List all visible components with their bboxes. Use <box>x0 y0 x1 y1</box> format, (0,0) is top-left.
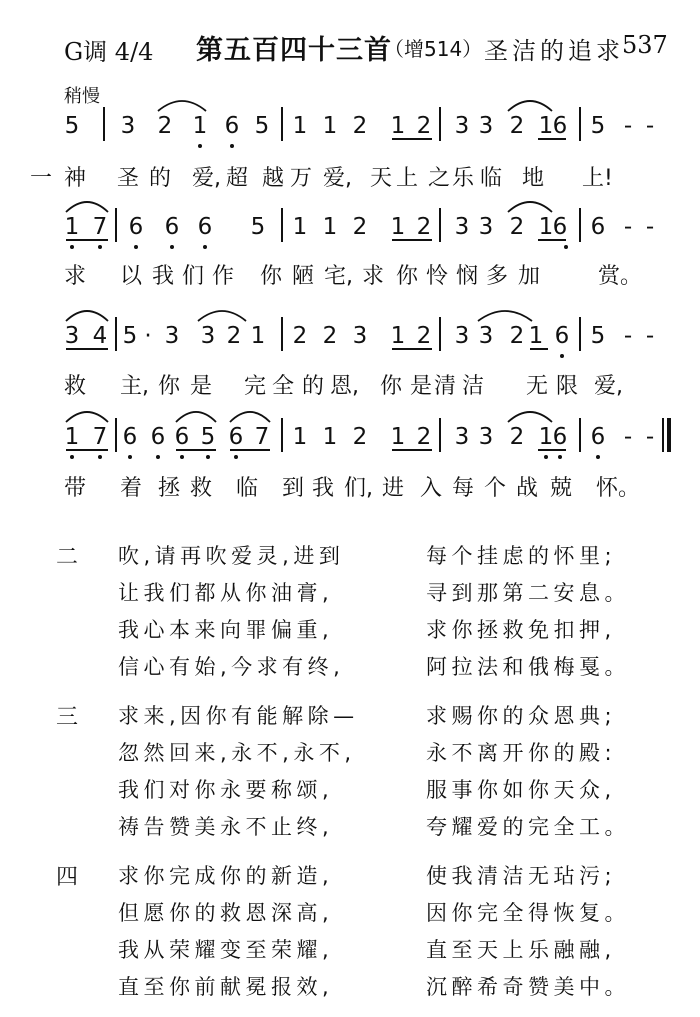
note-1-7: 1 <box>322 214 338 240</box>
lyric-3-11: 个 <box>484 476 507 501</box>
note-2-2: 5 <box>122 323 138 349</box>
note-0-4: 6 <box>224 113 240 139</box>
verse-line-first-half: 求你完成你的新造, <box>118 864 334 888</box>
note-1-1: 7 <box>92 214 108 240</box>
note-3-12: 2 <box>416 424 432 450</box>
note-3-20: - <box>645 424 655 450</box>
verse-line-first-half: 让我们都从你油膏, <box>118 581 334 605</box>
lyric-3-10: 每 <box>452 476 475 501</box>
lyric-0-15: 上! <box>582 166 613 191</box>
lyric-1-11: 悯 <box>456 264 479 289</box>
note-0-11: 3 <box>454 113 470 139</box>
low-octave-dot <box>134 245 138 249</box>
verse-line-second-half: 因你完全得恢复。 <box>426 901 630 925</box>
lyric-0-3: 的 <box>149 166 172 191</box>
note-0-17: - <box>623 113 633 139</box>
verse-number: 三 <box>56 705 79 730</box>
lyric-2-11: 洁 <box>462 374 485 399</box>
verse-line-second-half: 沉醉希奇赞美中。 <box>426 975 630 999</box>
lyric-0-8: 爱, <box>323 166 352 191</box>
verse-line-first-half: 我心本来向罪偏重, <box>118 618 334 642</box>
lyric-3-6: 我 <box>312 476 335 501</box>
note-2-6: 2 <box>226 323 242 349</box>
verse-line-second-half: 永不离开你的殿: <box>426 741 617 765</box>
low-octave-dot <box>203 245 207 249</box>
low-octave-dot <box>558 455 562 459</box>
lyric-1-4: 作 <box>212 264 235 289</box>
note-2-16: 1 <box>528 323 544 349</box>
lyric-3-7: 们, <box>344 476 373 501</box>
note-0-15: 6 <box>552 113 568 139</box>
lyric-3-0: 带 <box>64 476 87 501</box>
lyric-2-7: 恩, <box>330 374 359 399</box>
note-2-1: 4 <box>92 323 108 349</box>
note-0-1: 3 <box>120 113 136 139</box>
page-number: 537 <box>622 31 668 59</box>
low-octave-dot <box>156 455 160 459</box>
note-0-5: 5 <box>254 113 270 139</box>
lyric-3-2: 拯 <box>158 476 181 501</box>
note-1-3: 6 <box>164 214 180 240</box>
lyric-1-14: 赏。 <box>598 264 643 289</box>
lyric-2-3: 是 <box>190 374 213 399</box>
note-3-17: 6 <box>552 424 568 450</box>
verse-number: 四 <box>56 865 79 890</box>
note-1-6: 1 <box>292 214 308 240</box>
note-2-10: 3 <box>352 323 368 349</box>
low-octave-dot <box>70 245 74 249</box>
note-0-16: 5 <box>590 113 606 139</box>
lyric-3-1: 着 <box>120 476 143 501</box>
note-2-5: 3 <box>200 323 216 349</box>
lyric-2-14: 爱, <box>594 374 623 399</box>
tempo-marking: 稍慢 <box>64 86 100 107</box>
lyric-3-5: 到 <box>282 476 305 501</box>
lyric-1-10: 怜 <box>426 264 449 289</box>
lyric-0-14: 地 <box>522 166 545 191</box>
lyric-0-10: 上 <box>396 166 419 191</box>
lyric-3-3: 救 <box>190 476 213 501</box>
slur-arc <box>176 412 216 422</box>
note-1-15: 6 <box>552 214 568 240</box>
low-octave-dot <box>180 455 184 459</box>
lyric-1-12: 多 <box>486 264 509 289</box>
note-2-9: 2 <box>322 323 338 349</box>
verse-line-first-half: 信心有始,今求有终, <box>118 655 345 679</box>
verse-line-second-half: 每个挂虑的怀里; <box>426 544 617 568</box>
verse-line-second-half: 直至天上乐融融, <box>426 938 616 962</box>
note-3-2: 6 <box>122 424 138 450</box>
lyric-1-8: 求 <box>362 264 385 289</box>
low-octave-dot <box>128 455 132 459</box>
note-2-12: 2 <box>416 323 432 349</box>
low-octave-dot <box>564 245 568 249</box>
note-2-8: 2 <box>292 323 308 349</box>
note-1-8: 2 <box>352 214 368 240</box>
slur-arc <box>508 412 552 422</box>
slur-arc <box>478 311 532 321</box>
lyric-2-2: 你 <box>158 374 181 399</box>
lyric-1-13: 加 <box>518 264 541 289</box>
lyric-0-5: 超 <box>226 166 249 191</box>
note-1-14: 1 <box>538 214 554 240</box>
slur-arc <box>508 202 552 212</box>
hymn-number-title: 第五百四十三首 <box>196 35 392 66</box>
note-0-3: 1 <box>192 113 208 139</box>
note-1-4: 6 <box>197 214 213 240</box>
note-3-16: 1 <box>538 424 554 450</box>
verse-line-first-half: 求来,因你有能解除— <box>118 704 359 728</box>
low-octave-dot <box>70 455 74 459</box>
low-octave-dot <box>230 144 234 148</box>
low-octave-dot <box>544 455 548 459</box>
verse-line-first-half: 但愿你的救恩深高, <box>118 901 334 925</box>
lyric-0-1: 神 <box>64 166 87 191</box>
note-2-13: 3 <box>454 323 470 349</box>
lyric-1-2: 我 <box>152 264 175 289</box>
lyric-3-4: 临 <box>236 476 259 501</box>
lyric-1-5: 你 <box>260 264 283 289</box>
verse-line-first-half: 我们对你永要称颂, <box>118 778 334 802</box>
note-3-11: 1 <box>390 424 406 450</box>
lyric-0-4: 爱, <box>192 166 221 191</box>
low-octave-dot <box>206 455 210 459</box>
note-0-12: 3 <box>478 113 494 139</box>
slur-arc <box>66 202 108 212</box>
note-2-3: · <box>144 323 152 349</box>
note-3-14: 3 <box>478 424 494 450</box>
note-0-14: 1 <box>538 113 554 139</box>
lyric-2-0: 救 <box>64 374 87 399</box>
lyric-1-1: 以 <box>120 264 143 289</box>
low-octave-dot <box>170 245 174 249</box>
octave-dots <box>70 144 600 459</box>
note-3-6: 6 <box>228 424 244 450</box>
verse-line-second-half: 寻到那第二安息。 <box>426 581 630 605</box>
verse-line-second-half: 服事你如你天众, <box>426 778 616 802</box>
verse-line-second-half: 阿拉法和俄梅戛。 <box>426 655 630 679</box>
note-2-11: 1 <box>390 323 406 349</box>
low-octave-dot <box>596 455 600 459</box>
note-2-20: - <box>645 323 655 349</box>
note-3-7: 7 <box>254 424 270 450</box>
low-octave-dot <box>98 245 102 249</box>
lyric-1-3: 们 <box>182 264 205 289</box>
note-3-15: 2 <box>509 424 525 450</box>
note-2-17: 6 <box>554 323 570 349</box>
slur-arc <box>198 311 246 321</box>
verse-line-first-half: 我从荣耀变至荣耀, <box>118 938 334 962</box>
lyric-0-13: 临 <box>480 166 503 191</box>
low-octave-dot <box>560 354 564 358</box>
note-2-18: 5 <box>590 323 606 349</box>
lyric-0-12: 乐 <box>452 166 475 191</box>
lyric-2-6: 的 <box>302 374 325 399</box>
note-0-10: 2 <box>416 113 432 139</box>
note-3-3: 6 <box>150 424 166 450</box>
lyric-3-14: 怀。 <box>596 476 641 501</box>
lyric-2-1: 主, <box>120 374 149 399</box>
lyric-1-9: 你 <box>396 264 419 289</box>
note-1-11: 3 <box>454 214 470 240</box>
note-3-10: 2 <box>352 424 368 450</box>
verse-line-first-half: 吹,请再吹爱灵,进到 <box>118 544 345 568</box>
verse-line-second-half: 求你拯救免扣押, <box>426 618 616 642</box>
lyric-3-9: 入 <box>420 476 443 501</box>
lyric-3-13: 兢 <box>550 476 573 501</box>
verse-line-second-half: 使我清洁无玷污; <box>426 864 617 888</box>
key-signature: G调 4/4 <box>64 38 154 66</box>
verse-line-second-half: 求赐你的众恩典; <box>426 704 617 728</box>
lyric-2-12: 无 <box>526 374 549 399</box>
low-octave-dot <box>98 455 102 459</box>
lyric-0-2: 圣 <box>117 166 140 191</box>
note-3-9: 1 <box>322 424 338 450</box>
lyric-0-7: 万 <box>290 166 313 191</box>
note-1-13: 2 <box>509 214 525 240</box>
note-1-2: 6 <box>128 214 144 240</box>
lyric-2-8: 你 <box>380 374 403 399</box>
note-3-4: 6 <box>174 424 190 450</box>
note-0-9: 1 <box>390 113 406 139</box>
lyric-1-0: 求 <box>64 264 87 289</box>
note-0-6: 1 <box>292 113 308 139</box>
hymn-name: 圣洁的追求 <box>484 37 624 65</box>
note-0-0: 5 <box>64 113 80 139</box>
note-1-16: 6 <box>590 214 606 240</box>
note-2-4: 3 <box>164 323 180 349</box>
note-1-12: 3 <box>478 214 494 240</box>
verse-line-first-half: 忽然回来,永不,永不, <box>118 741 356 765</box>
note-1-10: 2 <box>416 214 432 240</box>
note-2-7: 1 <box>250 323 266 349</box>
verse-line-first-half: 祷告赞美永不止终, <box>118 815 334 839</box>
note-0-18: - <box>645 113 655 139</box>
slur-arc <box>66 412 108 422</box>
note-1-5: 5 <box>250 214 266 240</box>
low-octave-dot <box>234 455 238 459</box>
lyric-1-7: 宅, <box>324 264 353 289</box>
note-3-5: 5 <box>200 424 216 450</box>
lyric-1-6: 陋 <box>292 264 315 289</box>
lyric-2-10: 清 <box>434 374 457 399</box>
lyric-2-4: 完 <box>244 374 267 399</box>
note-1-9: 1 <box>390 214 406 240</box>
slur-arc <box>66 311 108 321</box>
lyric-3-8: 进 <box>382 476 405 501</box>
lyric-0-11: 之 <box>428 166 451 191</box>
note-2-19: - <box>623 323 633 349</box>
lyric-2-5: 全 <box>272 374 295 399</box>
note-0-13: 2 <box>509 113 525 139</box>
note-3-0: 1 <box>64 424 80 450</box>
note-0-8: 2 <box>352 113 368 139</box>
note-2-14: 3 <box>478 323 494 349</box>
lyric-2-13: 限 <box>556 374 579 399</box>
lyric-3-12: 战 <box>516 476 539 501</box>
note-3-8: 1 <box>292 424 308 450</box>
note-3-1: 7 <box>92 424 108 450</box>
note-2-0: 3 <box>64 323 80 349</box>
note-2-15: 2 <box>509 323 525 349</box>
verse-line-second-half: 夸耀爱的完全工。 <box>426 815 630 839</box>
note-3-13: 3 <box>454 424 470 450</box>
verse-line-first-half: 直至你前献冕报效, <box>118 975 334 999</box>
lyric-0-0: 一 <box>30 166 53 191</box>
verse-number: 二 <box>56 545 79 570</box>
lyric-0-6: 越 <box>262 166 285 191</box>
note-3-19: - <box>623 424 633 450</box>
note-1-0: 1 <box>64 214 80 240</box>
slur-arc <box>508 101 552 111</box>
slur-arc <box>230 412 270 422</box>
note-0-2: 2 <box>157 113 173 139</box>
low-octave-dot <box>198 144 202 148</box>
note-1-18: - <box>645 214 655 240</box>
lyric-0-9: 天 <box>370 166 393 191</box>
note-3-18: 6 <box>590 424 606 450</box>
note-1-17: - <box>623 214 633 240</box>
hymn-supplement-number: （增514） <box>384 37 483 61</box>
slur-arc <box>158 101 206 111</box>
lyric-2-9: 是 <box>410 374 433 399</box>
note-0-7: 1 <box>322 113 338 139</box>
